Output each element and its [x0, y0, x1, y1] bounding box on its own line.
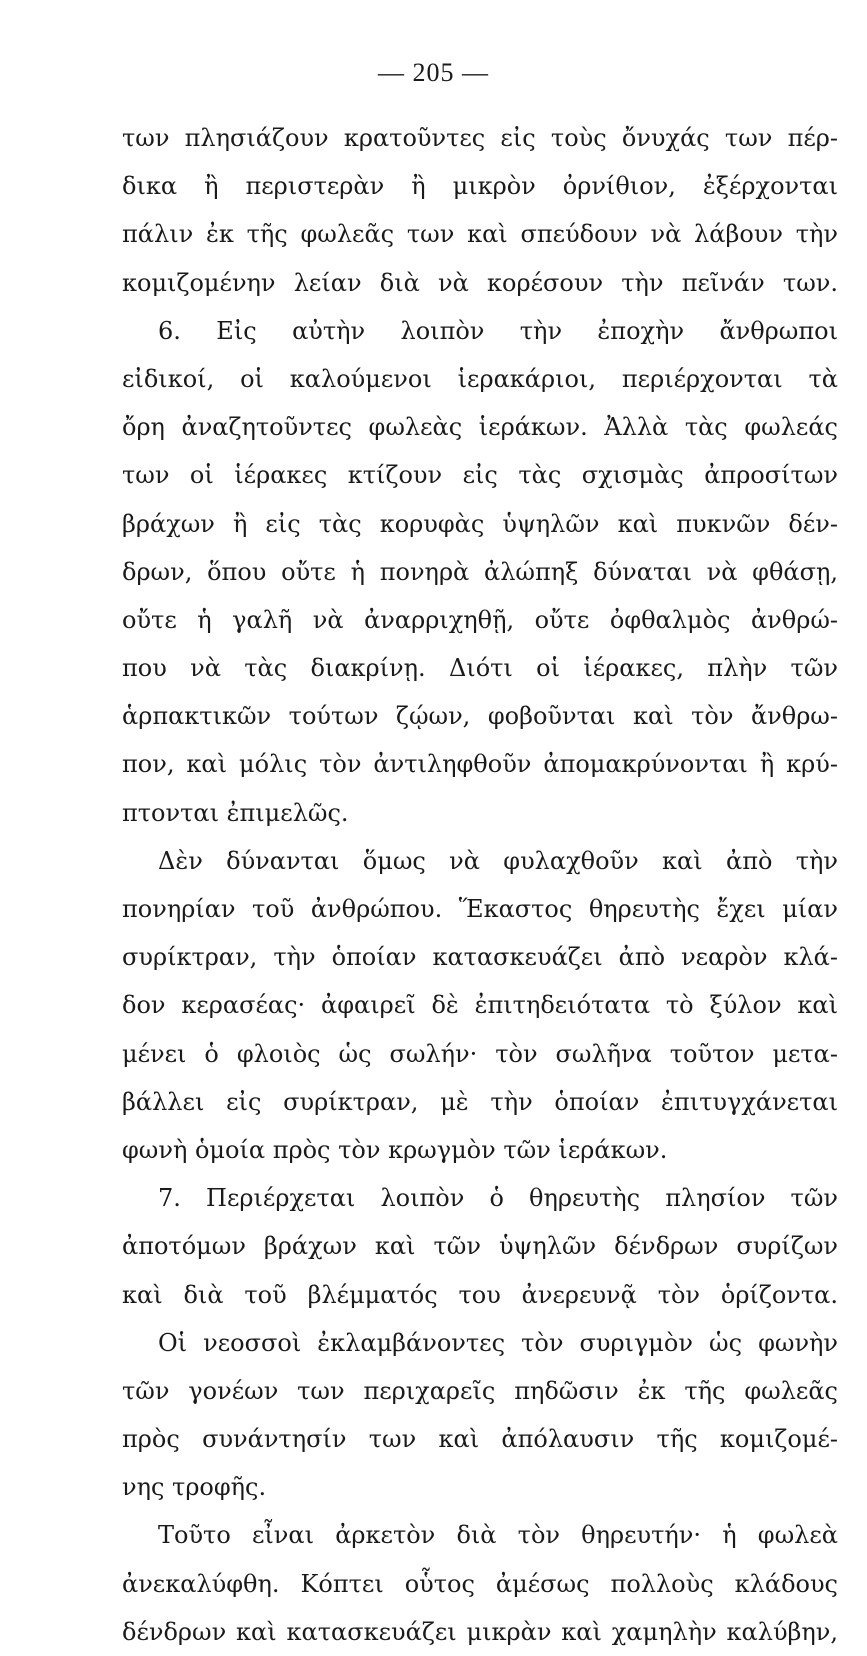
text-line: κομιζομένην λείαν διὰ νὰ κορέσουν τὴν πεῖνάν των.	[122, 268, 838, 297]
text-line: εἰδικοί, οἱ καλούμενοι ἱερακάριοι, περιέρχονται τὰ	[122, 364, 838, 393]
text-line: 6. Εἰς αὐτὴν λοιπὸν τὴν ἐποχὴν ἄνθρωποι	[158, 316, 838, 345]
text-line: βράχων ἢ εἰς τὰς κορυφὰς ὑψηλῶν καὶ πυκνῶν δέν-	[122, 509, 838, 538]
text-line: πρὸς συνάντησίν των καὶ ἀπόλαυσιν τῆς κομιζομέ-	[122, 1425, 838, 1454]
text-line: ὄρη ἀναζητοῦντες φωλεὰς ἱεράκων. Ἀλλὰ τὰς φωλεάς	[122, 413, 838, 442]
text-line: δρων, ὅπου οὔτε ἡ πονηρὰ ἀλώπηξ δύναται νὰ φθάσῃ,	[122, 557, 838, 586]
text-line: πτονται ἐπιμελῶς.	[122, 798, 349, 827]
text-line: μένει ὁ φλοιὸς ὡς σωλήν· τὸν σωλῆνα τοῦτον μετα-	[122, 1039, 838, 1068]
body-text	[122, 114, 838, 1656]
text-line: των οἱ ἱέρακες κτίζουν εἰς τὰς σχισμὰς ἀπροσίτων	[122, 461, 838, 490]
text-line: πονηρίαν τοῦ ἀνθρώπου. Ἕκαστος θηρευτὴς ἔχει μίαν	[122, 895, 838, 923]
text-line: τῶν γονέων των περιχαρεῖς πηδῶσιν ἐκ τῆς φωλεᾶς	[122, 1376, 838, 1405]
text-line: πον, καὶ μόλις τὸν ἀντιληφθοῦν ἀπομακρύνονται ἢ κρύ-	[122, 750, 838, 779]
text-line: Οἱ νεοσσοὶ ἐκλαμβάνοντες τὸν συριγμὸν ὡς φωνὴν	[158, 1328, 838, 1357]
text-line: των πλησιάζουν κρατοῦντες εἰς τοὺς ὄνυχάς των πέρ-	[122, 124, 838, 152]
page-number: — 205 —	[378, 58, 489, 87]
text-line: συρίκτραν, τὴν ὁποίαν κατασκευάζει ἀπὸ νεαρὸν κλά-	[122, 943, 838, 972]
text-line: βάλλει εἰς συρίκτραν, μὲ τὴν ὁποίαν ἐπιτυγχάνεται	[122, 1087, 838, 1116]
text-line: 7. Περιέρχεται λοιπὸν ὁ θηρευτὴς πλησίον τῶν	[158, 1184, 838, 1213]
text-line: δικα ἢ περιστερὰν ἢ μικρὸν ὀρνίθιον, ἐξέρχονται	[122, 172, 838, 201]
text-line: δον κερασέας· ἀφαιρεῖ δὲ ἐπιτηδειότατα τὸ ξύλον καὶ	[122, 991, 838, 1020]
text-line: ἀποτόμων βράχων καὶ τῶν ὑψηλῶν δένδρων συρίζων	[122, 1232, 838, 1261]
text-line: ἁρπακτικῶν τούτων ζῴων, φοβοῦνται καὶ τὸν ἄνθρω-	[122, 702, 838, 731]
text-line: δένδρων καὶ κατασκευάζει μικρὰν καὶ χαμηλὴν καλύβην,	[122, 1617, 838, 1646]
text-line: οὔτε ἡ γαλῆ νὰ ἀναρριχηθῇ, οὔτε ὀφθαλμὸς ἀνθρώ-	[122, 605, 838, 634]
text-line: πάλιν ἐκ τῆς φωλεᾶς των καὶ σπεύδουν νὰ λάβουν τὴν	[122, 220, 838, 249]
text-line: Τοῦτο εἶναι ἀρκετὸν διὰ τὸν θηρευτήν· ἡ φωλεὰ	[158, 1521, 838, 1550]
text-line: νης τροφῆς.	[122, 1473, 267, 1502]
text-line: καὶ διὰ τοῦ βλέμματός του ἀνερευνᾷ τὸν ὁρίζοντα.	[122, 1280, 838, 1309]
text-line: φωνὴ ὁμοία πρὸς τὸν κρωγμὸν τῶν ἱεράκων.	[122, 1135, 668, 1164]
text-line: Δὲν δύνανται ὅμως νὰ φυλαχθοῦν καὶ ἀπὸ τὴν	[158, 846, 838, 875]
text-line: ἀνεκαλύφθη. Κόπτει οὗτος ἀμέσως πολλοὺς κλάδους	[122, 1569, 838, 1598]
text-line: που νὰ τὰς διακρίνῃ. Διότι οἱ ἱέρακες, πλὴν τῶν	[122, 654, 838, 683]
